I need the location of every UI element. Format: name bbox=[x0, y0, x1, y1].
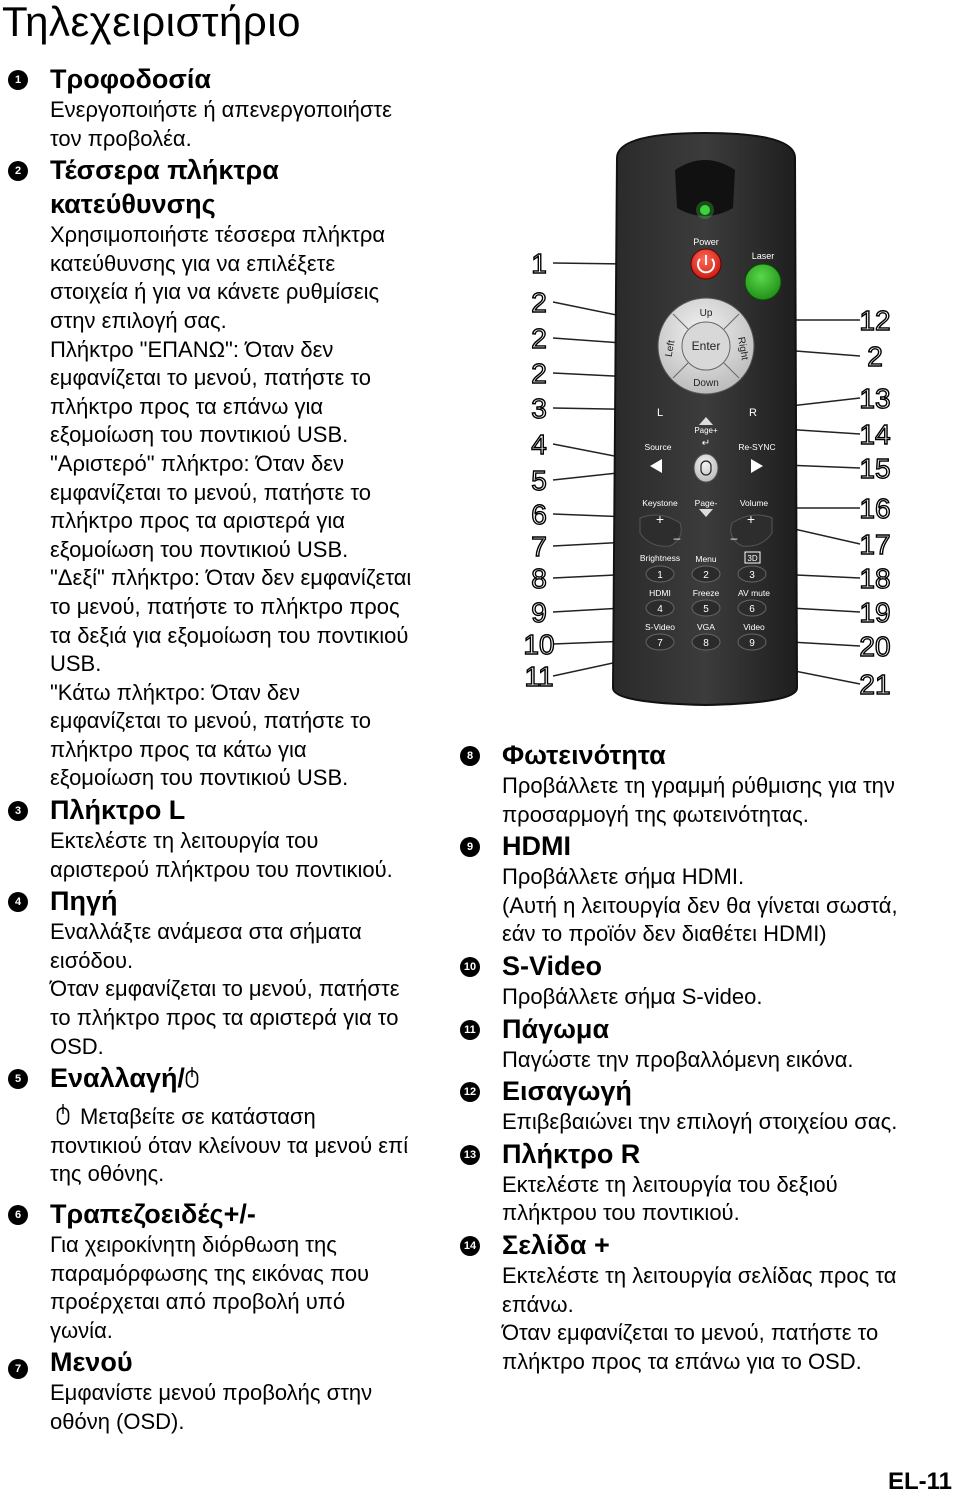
keystone-minus: – bbox=[673, 531, 681, 545]
callout-number: 13 bbox=[859, 383, 891, 414]
item-text: τον προβολέα. bbox=[50, 125, 192, 151]
item-text: εισόδου. bbox=[50, 947, 134, 973]
keystone-plus: + bbox=[655, 511, 665, 527]
item-11 bbox=[452, 1012, 957, 1075]
brightness-label: Brightness bbox=[639, 553, 681, 563]
key-6[interactable]: 6 bbox=[749, 604, 755, 615]
item-title: Εναλλαγή/ bbox=[50, 1063, 185, 1094]
item-5 bbox=[0, 1061, 455, 1189]
laser-label: Laser bbox=[751, 251, 775, 261]
volume-plus: + bbox=[746, 511, 756, 527]
item-number: 8 bbox=[460, 746, 480, 766]
item-14 bbox=[452, 1228, 957, 1376]
item-title: Τραπεζοειδές+/- bbox=[50, 1199, 256, 1229]
item-title: Σελίδα + bbox=[502, 1229, 610, 1260]
item-number: 2 bbox=[8, 161, 28, 181]
item-text: το μενού, πατήστε το πλήκτρο προς bbox=[50, 593, 400, 619]
item-text: "Αριστερό" πλήκτρο: Όταν δεν bbox=[50, 450, 345, 476]
item-title: κατεύθυνσης bbox=[50, 189, 216, 220]
item-text: τα δεξιά για εξομοίωση του ποντικιού bbox=[50, 622, 409, 648]
video-label: Video bbox=[743, 622, 765, 632]
callout-number: 15 bbox=[859, 453, 891, 484]
enter-arrow-icon: ↵ bbox=[701, 438, 711, 449]
item-number: 9 bbox=[460, 837, 480, 857]
item-text: το πλήκτρο προς τα αριστερά για το bbox=[50, 1005, 399, 1031]
callout-number: 4 bbox=[531, 429, 547, 460]
key-1[interactable]: 1 bbox=[657, 570, 663, 581]
item-text: πλήκτρου του ποντικιού. bbox=[502, 1200, 740, 1226]
callout-number: 19 bbox=[859, 597, 891, 628]
item-12 bbox=[452, 1074, 957, 1137]
item-title: Μενού bbox=[50, 1347, 133, 1378]
item-number: 3 bbox=[8, 801, 28, 821]
item-number: 5 bbox=[8, 1069, 28, 1089]
freeze-label: Freeze bbox=[692, 588, 720, 598]
item-text: USB. bbox=[50, 651, 102, 677]
item-text: Ενεργοποιήστε ή απενεργοποιήστε bbox=[50, 97, 392, 122]
key-8[interactable]: 8 bbox=[703, 638, 709, 649]
item-number: 13 bbox=[460, 1145, 480, 1165]
volume-label: Volume bbox=[739, 498, 769, 508]
item-text: πλήκτρο προς τα επάνω για bbox=[50, 393, 324, 419]
item-text: εμφανίζεται το μενού, πατήστε το bbox=[50, 479, 371, 505]
three-d-label: 3D bbox=[747, 554, 758, 563]
item-text: εξομοίωση του ποντικιού USB. bbox=[50, 536, 349, 562]
item-text: Προβάλλετε τη γραμμή ρύθμισης για την bbox=[502, 773, 895, 798]
item-text: Εναλλάξτε ανάμεσα στα σήματα bbox=[50, 919, 362, 945]
item-text: εάν το προϊόν δεν διαθέτει HDMI) bbox=[502, 921, 827, 947]
callout-number: 20 bbox=[859, 631, 891, 662]
callout-number: 17 bbox=[859, 529, 891, 560]
item-text: Χρησιμοποιήστε τέσσερα πλήκτρα bbox=[50, 222, 386, 248]
page-title: Τηλεχειριστήριο bbox=[2, 0, 301, 45]
item-7 bbox=[0, 1345, 455, 1436]
item-title: HDMI bbox=[502, 831, 571, 862]
keystone-label: Keystone bbox=[642, 498, 678, 508]
item-9 bbox=[452, 829, 957, 949]
callout-number: 9 bbox=[531, 597, 547, 628]
item-title: Πάγωμα bbox=[502, 1013, 610, 1044]
item-text: Παγώστε την προβαλλόμενη εικόνα. bbox=[502, 1046, 854, 1072]
item-text: OSD. bbox=[50, 1033, 104, 1059]
key-9[interactable]: 9 bbox=[749, 638, 755, 649]
item-number: 1 bbox=[8, 70, 28, 90]
left-column bbox=[0, 62, 455, 1437]
item-1 bbox=[0, 62, 455, 153]
item-title: Πλήκτρο R bbox=[502, 1138, 641, 1169]
callout-number: 2 bbox=[531, 323, 547, 354]
down-button-label[interactable]: Down bbox=[693, 378, 719, 389]
item-number: 10 bbox=[460, 957, 480, 977]
page-number: EL-11 bbox=[887, 1468, 952, 1495]
callout-number: 12 bbox=[859, 305, 891, 336]
item-text: Για χειροκίνητη διόρθωση της bbox=[50, 1232, 337, 1257]
item-2 bbox=[0, 153, 455, 793]
right-column bbox=[452, 738, 957, 1376]
mouse-switch-button[interactable] bbox=[694, 454, 718, 482]
item-text: προέρχεται από προβολή υπό bbox=[50, 1289, 346, 1315]
item-text: επάνω. bbox=[502, 1291, 574, 1317]
key-7[interactable]: 7 bbox=[657, 638, 663, 649]
right-button-label[interactable]: Right bbox=[735, 336, 750, 362]
item-title: Πλήκτρο L bbox=[50, 795, 186, 826]
item-text: γωνία. bbox=[50, 1317, 113, 1343]
item-number: 14 bbox=[460, 1236, 480, 1256]
item-text: αριστερού πλήκτρου του ποντικιού. bbox=[50, 856, 393, 882]
item-13 bbox=[452, 1137, 957, 1228]
item-text: Εκτελέστε τη λειτουργία του bbox=[50, 828, 319, 854]
item-text: Εμφανίστε μενού προβολής στην bbox=[50, 1380, 373, 1406]
page-minus-label: Page- bbox=[694, 498, 718, 508]
mouse-icon bbox=[56, 1104, 70, 1126]
laser-button[interactable] bbox=[745, 264, 781, 300]
item-text: ποντικιού όταν κλείνουν τα μενού επί bbox=[50, 1132, 409, 1158]
item-title: Εισαγωγή bbox=[502, 1076, 632, 1107]
item-number: 11 bbox=[460, 1020, 480, 1040]
item-text: προσαρμογή της φωτεινότητας. bbox=[502, 801, 809, 827]
item-3 bbox=[0, 793, 455, 884]
item-text: κατεύθυνσης για να επιλέξετε bbox=[50, 250, 336, 276]
callout-number: 18 bbox=[859, 563, 891, 594]
up-button-label[interactable]: Up bbox=[699, 308, 713, 319]
item-4 bbox=[0, 884, 455, 1061]
item-text: Επιβεβαιώνει την επιλογή στοιχείου σας. bbox=[502, 1109, 898, 1135]
key-3[interactable]: 3 bbox=[749, 570, 755, 581]
item-text: πλήκτρο προς τα αριστερά για bbox=[50, 508, 345, 534]
item-text: Όταν εμφανίζεται το μενού, πατήστε bbox=[50, 976, 400, 1002]
callout-number: 6 bbox=[531, 499, 547, 530]
item-title: Τροφοδοσία bbox=[50, 64, 211, 94]
enter-button-label[interactable]: Enter bbox=[691, 339, 721, 353]
item-text: (Αυτή η λειτουργία δεν θα γίνεται σωστά, bbox=[502, 892, 898, 918]
callout-number: 21 bbox=[859, 669, 891, 700]
r-button[interactable]: R bbox=[749, 407, 757, 419]
callout-number: 16 bbox=[859, 493, 891, 524]
svideo-label: S-Video bbox=[644, 622, 676, 632]
callout-number: 14 bbox=[859, 419, 891, 450]
item-10 bbox=[452, 949, 957, 1012]
callout-number: 1 bbox=[531, 248, 547, 279]
item-number: 12 bbox=[460, 1082, 480, 1102]
item-title: Πηγή bbox=[50, 886, 118, 917]
item-text: εξομοίωση του ποντικιού USB. bbox=[50, 422, 349, 448]
key-5[interactable]: 5 bbox=[703, 604, 709, 615]
item-text: Εκτελέστε τη λειτουργία σελίδας προς τα bbox=[502, 1262, 897, 1288]
key-4[interactable]: 4 bbox=[657, 604, 663, 615]
item-text: στην επιλογή σας. bbox=[50, 307, 227, 333]
power-label: Power bbox=[693, 237, 719, 247]
item-text: της οθόνης. bbox=[50, 1161, 165, 1187]
callout-number: 10 bbox=[523, 629, 555, 660]
remote-illustration bbox=[505, 128, 955, 710]
callout-number: 7 bbox=[531, 531, 547, 562]
item-text: Εκτελέστε τη λειτουργία του δεξιού bbox=[502, 1171, 838, 1197]
left-button-label[interactable]: Left bbox=[663, 339, 678, 358]
callout-number: 11 bbox=[524, 661, 554, 692]
item-text: εμφανίζεται το μενού, πατήστε το bbox=[50, 708, 371, 734]
callout-number: 5 bbox=[531, 465, 547, 496]
item-title: Τέσσερα πλήκτρα bbox=[50, 155, 279, 186]
item-text: πλήκτρο προς τα κάτω για bbox=[50, 736, 307, 762]
vga-label: VGA bbox=[697, 622, 715, 632]
item-8 bbox=[452, 738, 957, 829]
callout-number: 2 bbox=[531, 358, 547, 389]
item-text: Πλήκτρο "ΕΠΑΝΩ": Όταν δεν bbox=[50, 336, 334, 362]
item-text: πλήκτρο προς τα επάνω για το OSD. bbox=[502, 1348, 862, 1374]
volume-minus: – bbox=[730, 531, 738, 545]
item-text: "Κάτω πλήκτρο: Όταν δεν bbox=[50, 679, 300, 705]
callout-number: 2 bbox=[531, 287, 547, 318]
l-button[interactable]: L bbox=[656, 407, 664, 419]
item-number: 6 bbox=[8, 1205, 28, 1225]
item-text: παραμόρφωσης της εικόνας που bbox=[50, 1260, 370, 1286]
source-label: Source bbox=[644, 442, 672, 452]
hdmi-label: HDMI bbox=[649, 588, 671, 598]
callout-number: 8 bbox=[531, 563, 547, 594]
mouse-icon bbox=[185, 1067, 199, 1089]
page-plus-label: Page+ bbox=[694, 426, 718, 435]
item-title: S-Video bbox=[502, 950, 603, 981]
item-text: οθόνη (OSD). bbox=[50, 1408, 185, 1434]
item-title: Φωτεινότητα bbox=[502, 740, 666, 770]
callout-number: 2 bbox=[867, 341, 883, 372]
item-text: Μεταβείτε σε κατάσταση bbox=[80, 1104, 316, 1130]
resync-label: Re-SYNC bbox=[738, 442, 776, 452]
menu-label: Menu bbox=[695, 554, 717, 564]
item-text: Προβάλλετε σήμα HDMI. bbox=[502, 864, 745, 890]
callout-number: 3 bbox=[531, 393, 547, 424]
item-text: στοιχεία ή για να κάνετε ρυθμίσεις bbox=[50, 279, 380, 305]
item-text: εμφανίζεται το μενού, πατήστε το bbox=[50, 365, 371, 391]
item-number: 4 bbox=[8, 892, 28, 912]
item-number: 7 bbox=[8, 1359, 28, 1379]
item-text: Προβάλλετε σήμα S-video. bbox=[502, 983, 763, 1009]
av-mute-label: AV mute bbox=[738, 588, 770, 598]
item-text: "Δεξί" πλήκτρο: Όταν δεν εμφανίζεται bbox=[50, 565, 412, 591]
key-2[interactable]: 2 bbox=[703, 570, 709, 581]
item-text: Όταν εμφανίζεται το μενού, πατήστε το bbox=[502, 1320, 879, 1346]
item-text: εξομοίωση του ποντικιού USB. bbox=[50, 765, 349, 791]
item-6 bbox=[0, 1197, 455, 1345]
